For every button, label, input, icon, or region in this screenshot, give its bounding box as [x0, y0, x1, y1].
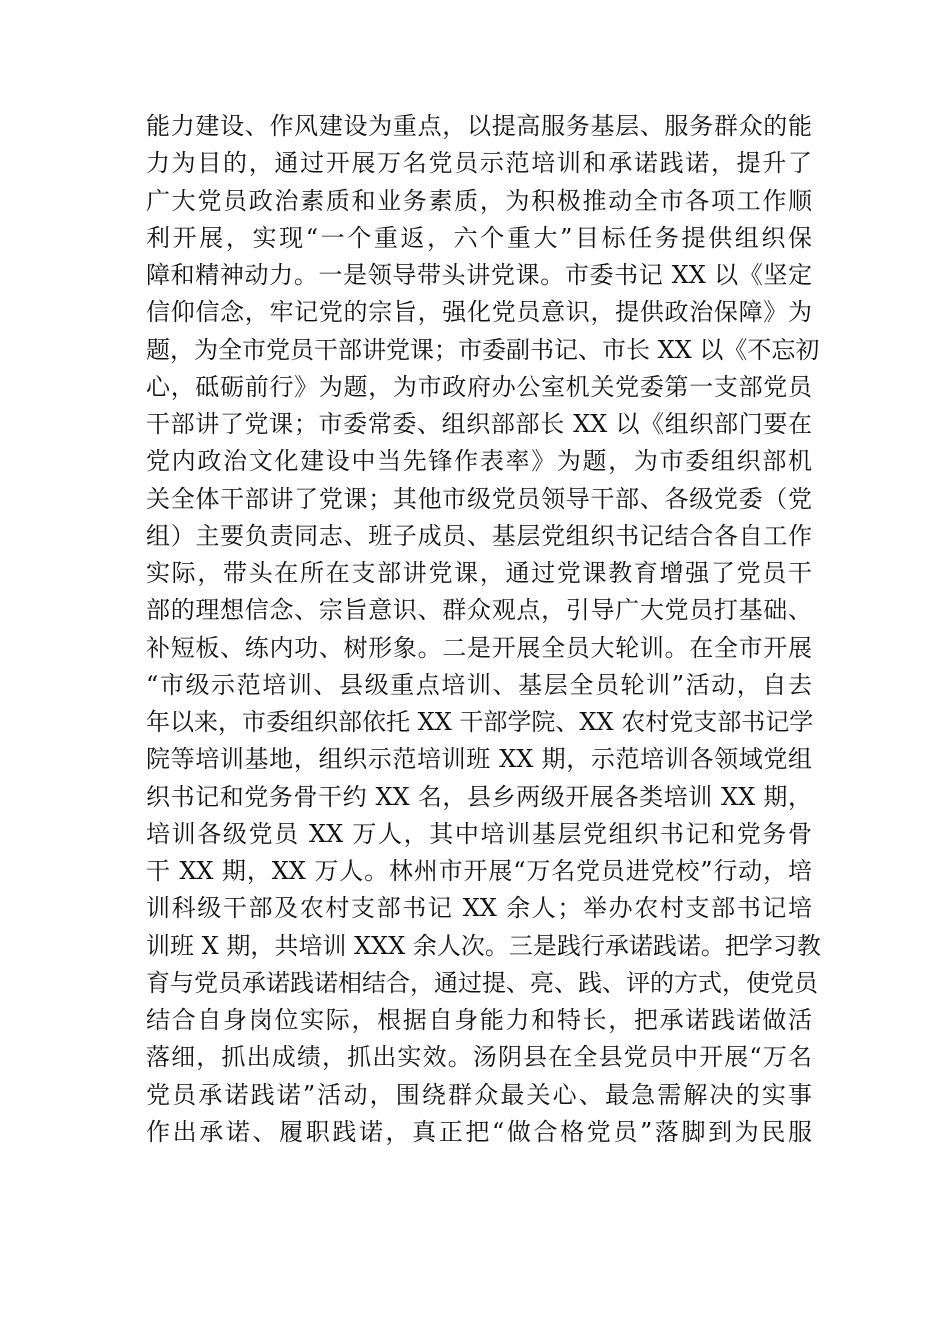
text-line: 关全体干部讲了党课；其他市级党员领导干部、各级党委（党 — [146, 484, 812, 513]
text-line: 训班 X 期，共培训 XXX 余人次。三是践行承诺践诺。把学习教 — [146, 931, 821, 960]
text-line: 年以来，市委组织部依托 XX 干部学院、XX 农村党支部书记学 — [146, 708, 814, 736]
text-line: 织书记和党务骨干约 XX 名，县乡两级开展各类培训 XX 期， — [146, 782, 812, 811]
text-line: “市级示范培训、县级重点培训、基层全员轮训”活动，自去 — [146, 670, 812, 699]
text-line: 作出承诺、履职践诺，真正把“做合格党员”落脚到为民服 — [146, 1117, 812, 1146]
text-line: 题，为全市党员干部讲党课；市委副书记、市长 XX 以《不忘初 — [146, 335, 820, 364]
text-line: 能力建设、作风建设为重点，以提高服务基层、服务群众的能 — [146, 112, 812, 140]
text-line: 实际，带头在所在支部讲党课，通过党课教育增强了党员干 — [146, 559, 812, 587]
text-line: 障和精神动力。一是领导带头讲党课。市委书记 XX 以《坚定 — [146, 261, 812, 289]
text-line: 结合自身岗位实际，根据自身能力和特长，把承诺践诺做活 — [146, 1006, 812, 1034]
text-line: 补短板、练内功、树形象。二是开展全员大轮训。在全市开展 — [146, 633, 812, 662]
text-line: 训科级干部及农村支部书记 XX 余人；举办农村支部书记培 — [146, 894, 812, 923]
text-line: 院等培训基地，组织示范培训班 XX 期，示范培训各领域党组 — [146, 745, 812, 774]
text-line: 心，砥砺前行》为题，为市政府办公室机关党委第一支部党员 — [146, 372, 812, 401]
text-line: 信仰信念，牢记党的宗旨，强化党员意识，提供政治保障》为 — [146, 298, 812, 327]
text-line: 组）主要负责同志、班子成员、基层党组织书记结合各自工作 — [146, 521, 812, 550]
text-line: 干部讲了党课；市委常委、组织部部长 XX 以《组织部门要在 — [146, 410, 812, 438]
text-line: 落细，抓出成绩，抓出实效。汤阴县在全县党员中开展“万名 — [146, 1043, 812, 1072]
text-line: 力为目的，通过开展万名党员示范培训和承诺践诺，提升了 — [146, 149, 812, 178]
text-line: 广大党员政治素质和业务素质，为积极推动全市各项工作顺 — [146, 186, 812, 215]
text-line: 部的理想信念、宗旨意识、群众观点，引导广大党员打基础、 — [146, 596, 812, 625]
body-paragraph — [146, 108, 821, 1151]
text-line: 育与党员承诺践诺相结合，通过提、亮、践、评的方式，使党员 — [146, 968, 818, 997]
text-line: 党员承诺践诺”活动，围绕群众最关心、最急需解决的实事 — [146, 1080, 812, 1109]
text-line: 党内政治文化建设中当先锋作表率》为题，为市委组织部机 — [146, 447, 812, 476]
text-line: 干 XX 期，XX 万人。林州市开展“万名党员进党校”行动，培 — [146, 857, 812, 885]
text-line: 利开展，实现“一个重返，六个重大”目标任务提供组织保 — [146, 223, 812, 252]
text-line: 培训各级党员 XX 万人，其中培训基层党组织书记和党务骨 — [146, 819, 812, 848]
